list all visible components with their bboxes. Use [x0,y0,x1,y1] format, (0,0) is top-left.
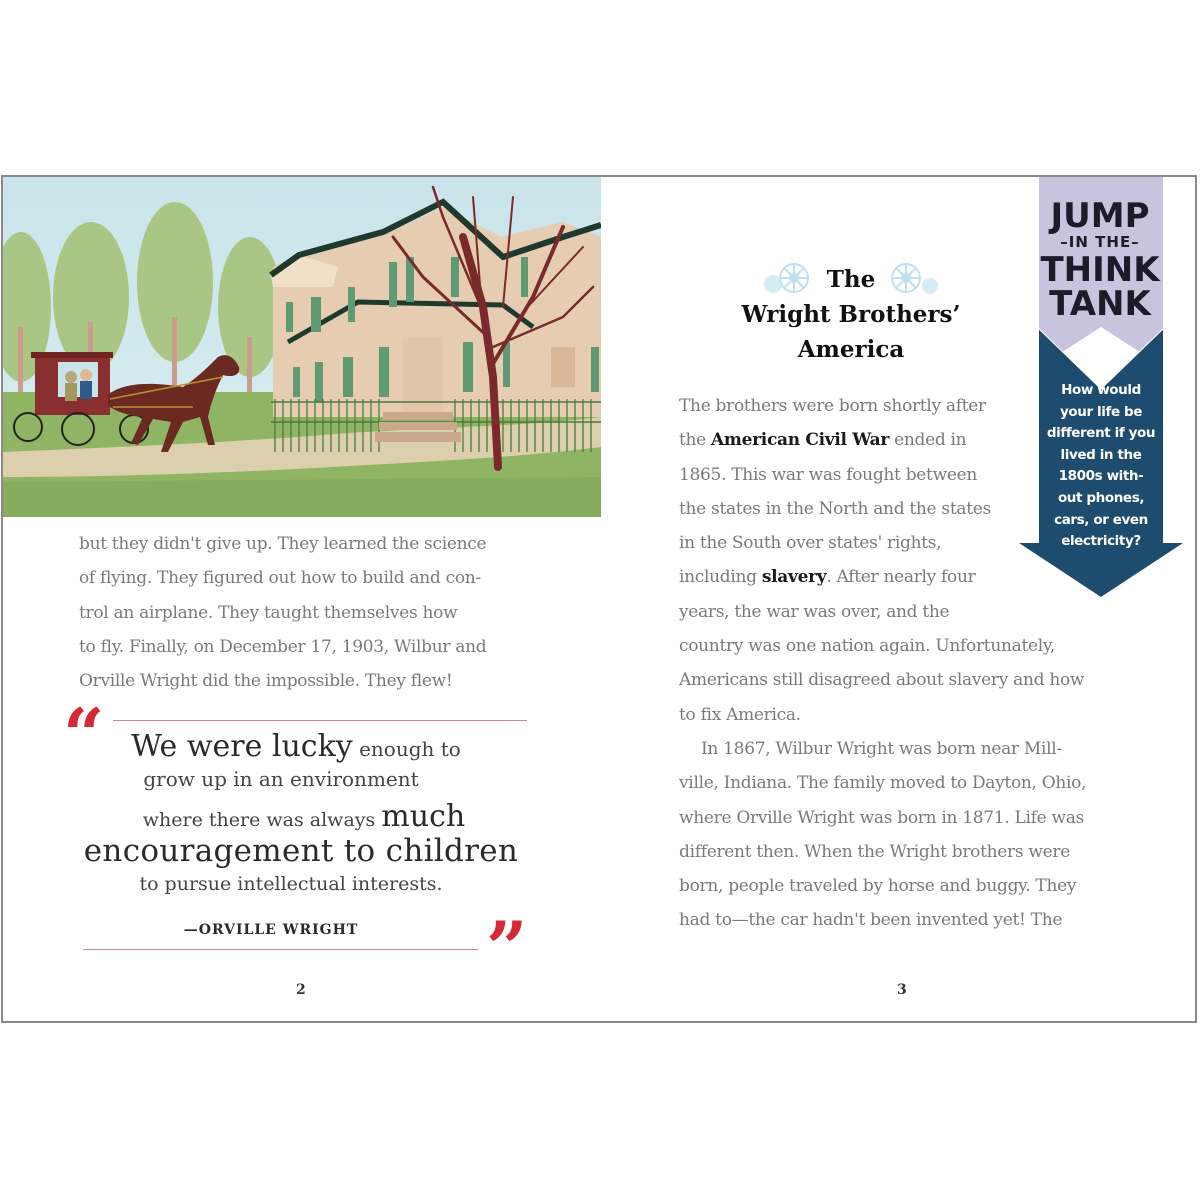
think-tank-question [1043,380,1159,553]
title-line: TANK [1049,284,1151,324]
think-tank-title [1039,196,1161,324]
page-number: 2 [296,982,306,998]
quote-top-rule [113,720,527,721]
quote-line: grow up in an environment [143,767,419,791]
body-line: to fly. Finally, on December 17, 1903, Wilbur and [79,636,487,657]
quote-emphasis: much [381,799,466,834]
book-spread [1,175,1197,1023]
body-line: ville, Indiana. The family moved to Dayton, Ohio, [679,773,1087,794]
glossary-term-slavery: slavery [761,567,827,588]
body-line: country was one nation again. Unfortunately, [679,636,1056,657]
text-fragment: including [679,567,762,588]
quote-line: to pursue intellectual interests. [139,873,443,895]
close-quote-icon: ” [486,905,528,990]
horse-and-buggy-illustration [3,177,601,517]
body-line: the states in the North and the states [679,498,991,519]
question-line: your life be [1059,403,1143,420]
heading-line: America [797,336,905,363]
quote-emphasis: We were lucky [131,729,353,764]
question-line: How would [1061,382,1141,398]
quote-fragment: enough to [352,737,461,761]
body-line: Americans still disagreed about slavery and how [679,670,1085,691]
text-fragment: ended in [889,430,967,451]
left-body-paragraph [79,527,529,698]
question-line: 1800s with- [1058,468,1144,485]
think-tank-sidebar [1017,177,1185,602]
quote-text [61,729,531,909]
body-line: to fix America. [679,704,801,725]
quote-bottom-rule [83,949,478,950]
question-line: lived in the [1060,446,1142,463]
body-line: of flying. They figured out how to build and con- [79,568,481,589]
body-line: but they didn't give up. They learned the science [79,534,487,554]
title-line: THINK [1040,250,1160,290]
body-line: born, people traveled by horse and buggy. They [679,876,1077,897]
title-line: –IN THE– [1060,233,1140,251]
body-line: in the South over states' rights, [679,533,942,554]
quote-line [61,729,531,767]
quote-line [77,799,531,833]
section-heading [701,262,1001,367]
pull-quote [61,692,531,990]
heading-line: Wright Brothers’ [741,301,961,328]
body-line: 1865. This war was fought between [679,464,977,485]
question-line: electricity? [1061,533,1141,550]
left-page [3,177,601,1021]
text-fragment: . After nearly four [826,567,976,588]
question-line: different if you [1046,425,1156,442]
glossary-term-civil-war: American Civil War [711,430,889,451]
open-quote-icon: “ [63,692,105,777]
body-line: different then. When the Wright brothers were [679,841,1070,862]
body-line: had to—the car hadn't been invented yet! The [679,910,1063,931]
body-line: years, the war was over, and the [679,601,950,622]
question-line: out phones, [1057,489,1145,506]
quote-attribution: —ORVILLE WRIGHT [183,922,359,938]
quote-fragment: where there was always [142,809,382,831]
heading-line: The [826,266,876,293]
question-line: cars, or even [1054,511,1148,528]
body-line: The brothers were born shortly after [679,396,986,416]
quote-line: encouragement to children [83,833,519,869]
text-fragment: the [679,430,712,451]
body-line: In 1867, Wilbur Wright was born near Mill- [701,738,1062,759]
title-line: JUMP [1050,196,1150,236]
body-line: where Orville Wright was born in 1871. Life was [679,807,1084,828]
page-number: 3 [897,982,907,998]
body-line: Orville Wright did the impossible. They flew! [79,671,453,692]
right-page [601,177,1197,1021]
body-line: trol an airplane. They taught themselves how [79,602,458,623]
